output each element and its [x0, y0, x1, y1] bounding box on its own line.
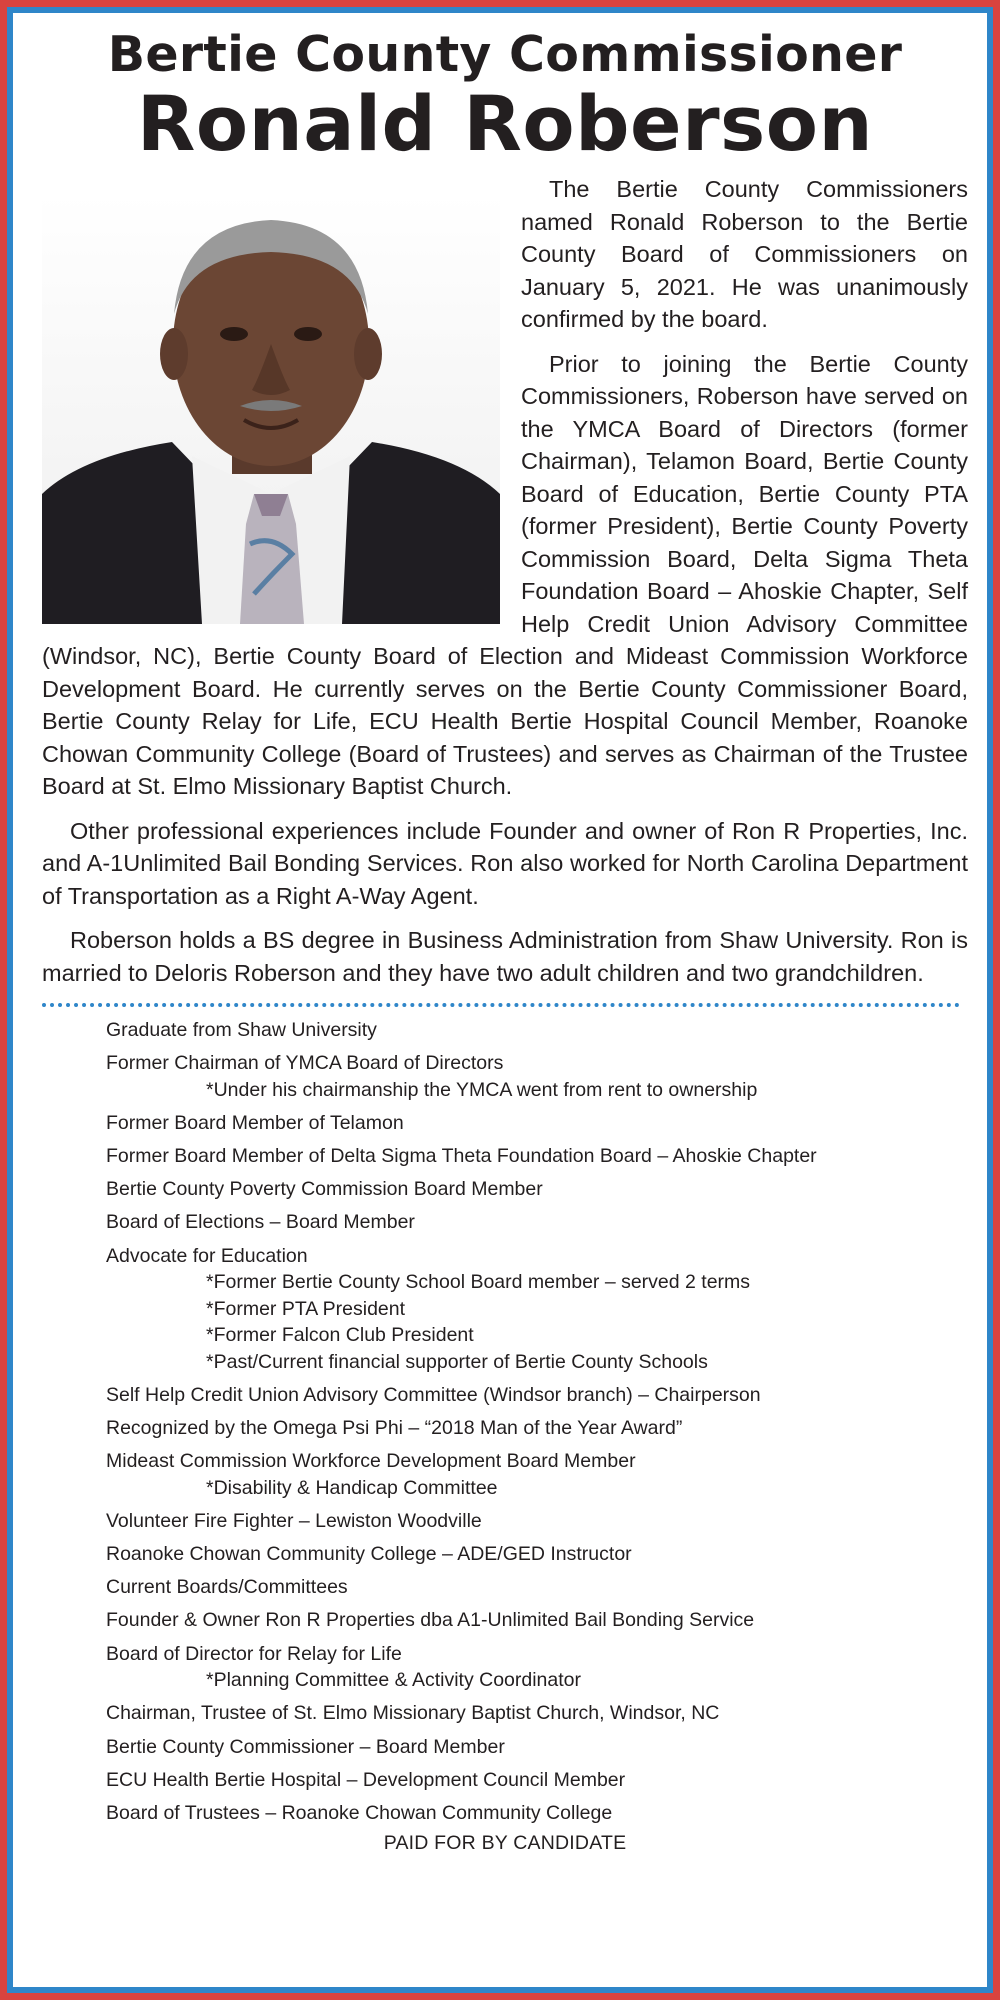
list-item	[106, 1448, 968, 1501]
candidate-portrait-photo	[42, 194, 500, 624]
paid-for-notice: PAID FOR BY CANDIDATE	[383, 1832, 627, 1855]
list-item-text: Board of Director for Relay for Life	[106, 1642, 402, 1665]
title-candidate-name: Ronald Roberson	[136, 79, 874, 168]
list-item: Roanoke Chowan Community College – ADE/GED Instructor	[106, 1543, 632, 1566]
accomplishments-list	[42, 1017, 968, 1826]
list-item: Current Boards/Committees	[106, 1576, 348, 1599]
list-item: ECU Health Bertie Hospital – Development Council Member	[106, 1768, 626, 1791]
list-item: Founder & Owner Ron R Properties dba A1-Unlimited Bail Bonding Service	[106, 1609, 755, 1632]
bio-paragraph-professional: Other professional experiences include Founder and owner of Ron R Properties, Inc. and A-1Unlimited Bail Bonding Services. Ron also worked for North Carolina Department of Transportation as a Right A-Way Agent.	[42, 817, 968, 909]
list-item: Former Board Member of Delta Sigma Theta Foundation Board – Ahoskie Chapter	[106, 1145, 817, 1168]
dotted-divider	[42, 1003, 960, 1007]
list-sub-item: *Disability & Handicap Committee	[206, 1476, 498, 1499]
list-item: Volunteer Fire Fighter – Lewiston Woodville	[106, 1509, 482, 1532]
biography	[42, 173, 968, 989]
list-sub-item: *Former Falcon Club President	[206, 1324, 474, 1347]
list-item-text: Former Chairman of YMCA Board of Directors	[106, 1052, 504, 1075]
list-item: Bertie County Commissioner – Board Member	[106, 1735, 505, 1758]
list-item: Self Help Credit Union Advisory Committee (Windsor branch) – Chairperson	[106, 1383, 761, 1406]
list-sub-item: *Under his chairmanship the YMCA went from rent to ownership	[206, 1078, 758, 1101]
list-item: Former Board Member of Telamon	[106, 1111, 404, 1134]
list-item: Chairman, Trustee of St. Elmo Missionary Baptist Church, Windsor, NC	[106, 1702, 720, 1725]
list-item	[106, 1641, 968, 1694]
list-item: Bertie County Poverty Commission Board Member	[106, 1178, 543, 1201]
title-office: Bertie County Commissioner	[107, 26, 903, 83]
bio-paragraph-education-family: Roberson holds a BS degree in Business Administration from Shaw University. Ron is married to Deloris Roberson and they have two adult children and two grandchildren.	[42, 927, 968, 986]
list-item-text: Mideast Commission Workforce Development Board Member	[106, 1450, 636, 1473]
list-item	[106, 1243, 968, 1376]
list-item: Recognized by the Omega Psi Phi – “2018 Man of the Year Award”	[106, 1417, 683, 1439]
list-sub-item: *Former PTA President	[206, 1297, 406, 1320]
list-item	[106, 1050, 968, 1103]
list-item: Board of Elections – Board Member	[106, 1211, 415, 1234]
ad-content	[42, 13, 968, 1855]
list-item-text: Advocate for Education	[106, 1244, 308, 1267]
bio-paragraph-service: Prior to joining the Bertie County Commissioners, Roberson have served on the YMCA Board of Directors (former Chairman), Telamon Board, Bertie County Board of Education, Bertie County PTA (former President), Bertie County Poverty Commission Board, Delta Sigma Theta Foundation Board – Ahoskie Chapter, Self Help Credit Union Advisory Committee (Windsor, NC), Bertie County Board of Election and Mideast Commission Workforce Development Board. He currently serves on the Bertie County Commissioner Board, Bertie County Relay for Life, ECU Health Bertie Hospital Council Member, Roanoke Chowan Community College (Board of Trustees) and serves as Chairman of the Trustee Board at St. Elmo Missionary Baptist Church.	[42, 350, 968, 799]
list-sub-item: *Planning Committee & Activity Coordinator	[206, 1669, 582, 1692]
list-item: Graduate from Shaw University	[106, 1019, 377, 1041]
portrait-icon	[42, 194, 500, 624]
list-sub-item: *Former Bertie County School Board member – served 2 terms	[206, 1271, 751, 1294]
list-sub-item: *Past/Current financial supporter of Bertie County Schools	[206, 1350, 708, 1373]
bio-paragraph-appointment: The Bertie County Commissioners named Ronald Roberson to the Bertie County Board of Commissioners on January 5, 2021. He was unanimously confirmed by the board.	[521, 176, 968, 332]
list-item: Board of Trustees – Roanoke Chowan Community College	[106, 1801, 613, 1824]
